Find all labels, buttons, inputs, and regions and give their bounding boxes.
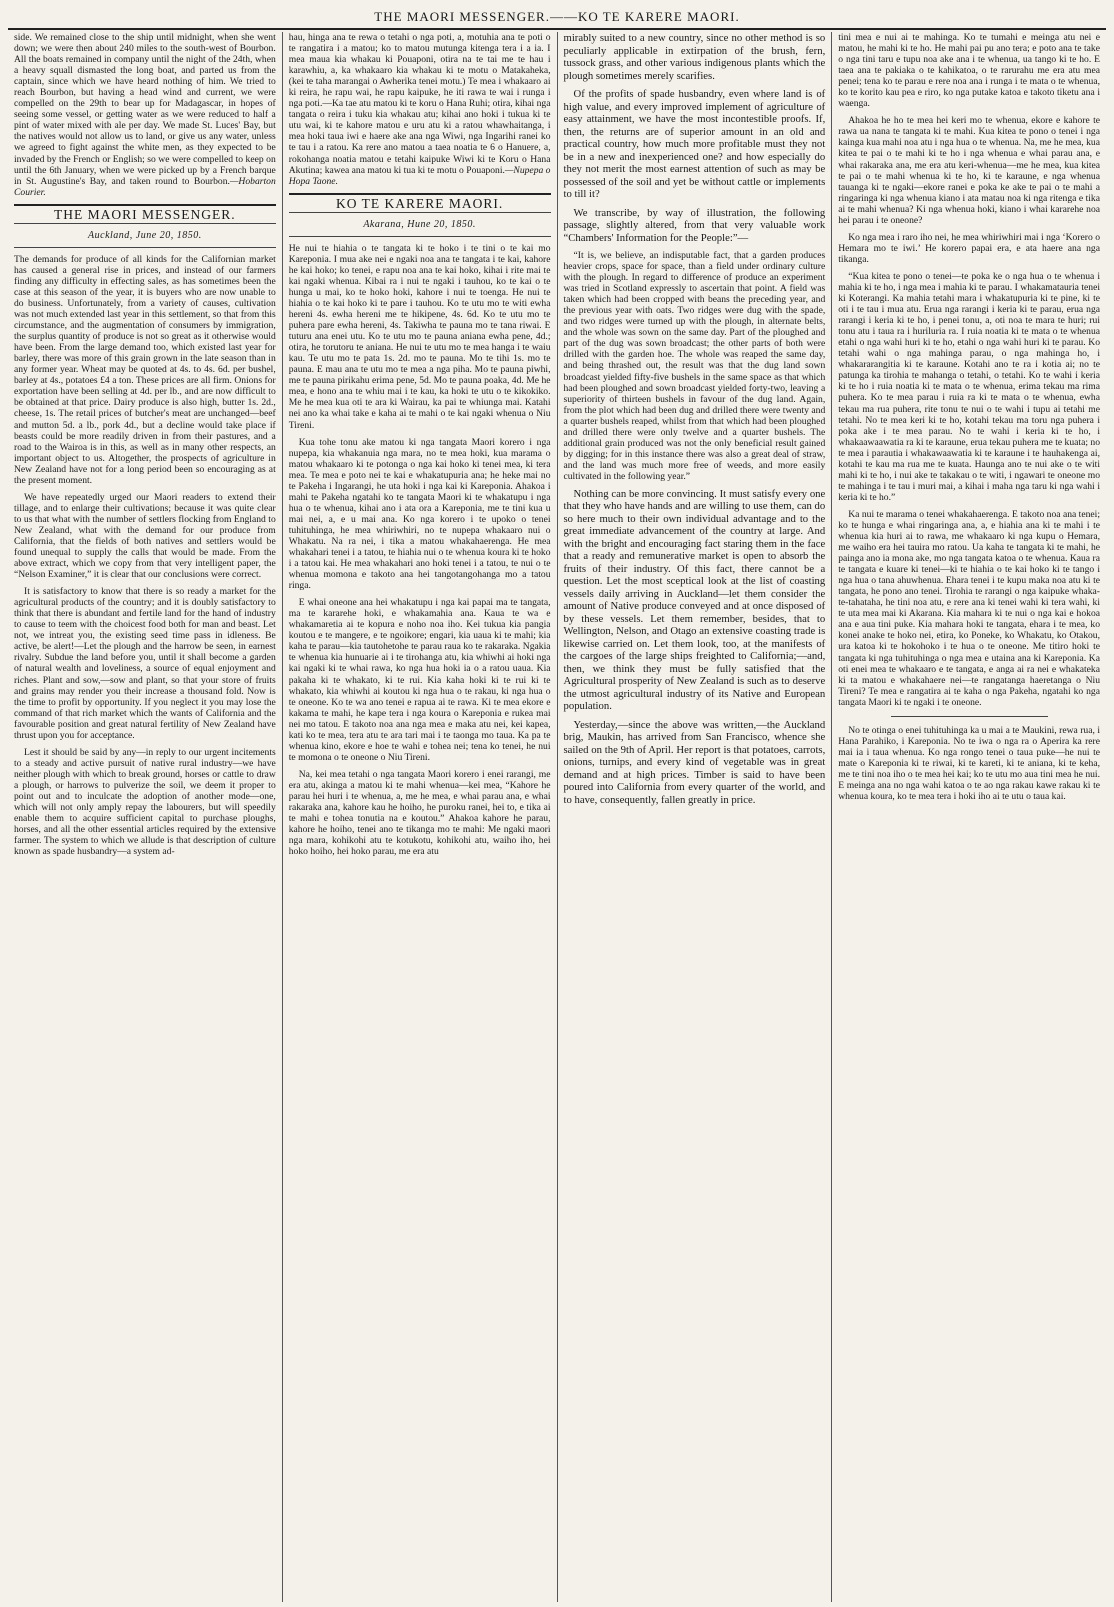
- quoted-extract: “Kua kitea te pono o tenei—te poka ke o nga hua o te whenua i mahia ki te ho, i nga mea i mahia ki te parau. I whakamatauria tenei ki Koterangi. Ka mahia tetahi mara i whakatupuria ki te pine, ki te oti i te tau i mua atu. Erua nga rarangi i keria ki te parau, erua nga rarangi i keria ki te ho, i penei tonu, a, oti noa te mara te huri; rui tonu atu i taua ra i huriluria ra. I ruia noatia ki te mata o te whenua etahi o nga wahi huri ki te ho, etahi o nga wahi huri ki te parau. Ko tetahi wahi o nga mahinga parau, o nga mahinga ho, i whakararangitia ki te karaune. Kotahi ano te ra i kotia ai; no te patunga ka tirohia te mahanga o tetahi, o tetahi. Ko te wahi i keria ki te ho i ruia noatia ki te mata o te whenua, erima tekau ma rima puhera. Ko te mea parau i ruia ra ki te mata o te whenua, ewha tekau ma rua puhera, rite tonu te nui o te wahi i tupu ai tetahi me tetahi. No te mea keri ki te ho, kotahi tekau ma toru nga puhera i poka ake i te mea parau. No te wahi i keria ki te ho, i whakaawaawatia ra ki te karaune, erua tekau puhera me te kuata; no te mea i parautia i whakawaawatia ki te karaune i te hauhakenga ai, kotahi te kau ma rua me te kuata. Haunga ano te nui ake o te witi mahi ki te ho, i nui ake te takakau o te witi, i ngawari te oneone mo te mahinga i te tau i muri mai, a kihai i maha nga taru ki nga wahi i keria ki te ho.”: [838, 270, 1100, 503]
- article-text: hau, hinga ana te rewa o tetahi o nga poti, a, motuhia ana te poti o te rangatira i a matou; ko to matou mutunga kitenga tera i a ia. I mea maua kia whakau ki Pouaponi, otira na te tai me te hau i karawhiu, a, ka whakaaro kia whakau ki te motu o Matakaheka, (kei te taha marangai o Awherika tenei motu.) Te mea i whakaaro ai ki reira, he rapu wai, he rapu kaipuke, he iti rawa te wai i runga i nga poti.—Ka tae atu matou ki te koru o Hana Ruhi; otira, kihai nga tangata o reira i tuku kia whakau atu; kihai ano hoki i tukua ki te utu wai, ki te kahore matou e uru atu ki a ratou whawhaitanga, i mea hoki taua iwi e haere ake ana nga Wiwi, nga Ingarihi ranei ko te tau i a ratou. Ka rere ano matou a taea noatia te 6 o Hanuere, a, rokohanga noatia matou e tetahi kaipuke Wiwi ki te Koru o Hana Akutina; kawea ana matou ki tua ki te motu o Pouaponi.: [288, 32, 551, 176]
- column-3: [557, 32, 832, 1602]
- paragraph: tini mea e nui ai te mahinga. Ko te tumahi e meinga atu nei e matou, he mahi ki te ho. He mahi pai pu ano tera; e poto ana te take o nga tini taru e tupu noa ake ana i te whenua, ua tango ki te ho. E taea ana te pakiaka o te kahikatoa, o te rarurahu me era atu mea penei; tena ko te parau e rere noa ana i runga i te mata o te whenua, ko te korito kau pea e riro, ko nga putake katoa e takoto tiketu ana i waenga.: [838, 32, 1100, 110]
- paragraph: Nothing can be more convincing. It must satisfy every one that they who have hands and are willing to use them, can do so here much to their own individual advantage and to the great immediate advancement of the country at large. And with the bright and encouraging fact staring them in the face that a ready and remunerative market is open to absorb the fruits of their industry. Of this fact, there cannot be a question. Let the most sceptical look at the list of coasting vessels daily arriving in Auckland—let them consider the amount of Native produce conveyed and at once disposed of by these vessels. Let them remember, besides, that to Wellington, Nelson, and Otago an extensive coasting trade is likewise carried on. Let them look, too, at the manifests of the cargoes of the large ships freighted to California;—and, then, we think they must be fully satisfied that the Agricultural prosperity of New Zealand is such as to deserve the utmost agricultural industry of its Native and European population.: [563, 487, 826, 713]
- article-continuation: [289, 32, 551, 187]
- paragraph: Na, kei mea tetahi o nga tangata Maori korero i enei rarangi, me era atu, akinga a matou ki te mahi whenua—kei mea, “Kahore he parau hei huri i te whenua, a, me he mea, e whai parau ana, e whai rakaraka ana, kahore kau he hoiho, he puroku ranei, hei to, e tika ai te mahi e tohea tonutia na e koutou.” Ahakoa kahore he parau, kahore he hoiho, tenei ano te tikanga mo te mahi: Me ngaki maori nga mara, kohikohi atu te kotukotu, kohikohi atu, waiho iho, hei hoko hoiho, hei hoko parau, me era atu: [288, 768, 551, 858]
- separator-rule: [891, 716, 1048, 717]
- heading-rule: [14, 223, 276, 224]
- running-head: THE MAORI MESSENGER.——KO TE KARERE MAORI.: [8, 6, 1106, 30]
- paragraph: No te otinga o enei tuhituhinga ka u mai a te Maukini, rewa rua, i Hana Parahiko, i Kareponia. No te iwa o nga ra o Aperira ka rere mai ia i taua whenua. Ko nga rongo tenei o taua puke—he nui te mate o Kareponia ki te riwai, ki te kareti, ki te aniana, ki te keha, me te tini noa iho o te mea hei kai; ko te utu mo aua tini mea he nui. E meinga ana no nga wahi katoa o te ao nga rakau kawe rakau ki te whenua koura, ko te mea tera i hoki iho ai te utu o taua kai.: [838, 724, 1100, 803]
- quoted-extract: “It is, we believe, an indisputable fact, that a garden produces heavier crops, space for space, than a field under ordinary culture with the plough. In regard to difference of produce an experiment was tried in Scotland expressly to ascertain that point. A field was taken which had been cropped with beans the preceding year, and the previous year with oats. Two ridges were dug with the spade, and two ridges were turned up with the plough, in alternate belts, and the whole was sown on the same day. Part of the ploughed and part of the dug was sown broadcast; the other parts of both were drilled with the garden hoe. The whole was reaped the same day, and being thrashed out, the result was that the dug land sown broadcast yielded fifty-five bushels in the same space as that which had been ploughed and sown broadcast yielded forty-two, leaving a superiority of thirteen bushels in favour of the dug land. Again, from the plot which had been dug and drilled there were twenty and a quarter bushels reaped, whilst from that which had been ploughed and drilled there were only twelve and a quarter bushels. The additional grain produced was not the only beneficial result gained by digging; for in this instance there was also a great deal of straw, and the land was much more free of weeds, and more easily cultivated in the following year.”: [563, 250, 826, 482]
- paragraph: Of the profits of spade husbandry, even where land is of high value, and every improved implement of agriculture of easy attainment, we have the most incontestible proofs. If, then, the returns are of superior amount in an old and practical country, how much more profitable must they not be in a new and inexperienced one? and how especially do they not merit the most earnest attention of such as may be possessed of the soil and yet be without cattle or implements to till it?: [563, 88, 826, 200]
- paragraph: mirably suited to a new country, since no other method is so peculiarly applicable in extirpation of the brush, fern, tussock grass, and other various indigenous plants which the plough sometimes merely scarifies.: [563, 32, 826, 82]
- section-rule: [14, 204, 276, 206]
- paragraph: Ko nga mea i raro iho nei, he mea whiriwhiri mai i nga ‘Korero o Hemara mo te iwi.’ He korero papai era, e ata haere ana nga tikanga.: [838, 231, 1100, 265]
- columns: [8, 32, 1106, 1602]
- column-1: [8, 32, 282, 1602]
- dateline: Akarana, Hune 20, 1850.: [363, 218, 476, 230]
- dateline: Auckland, June 20, 1850.: [88, 229, 202, 241]
- paragraph: Yesterday,—since the above was written,—the Auckland brig, Maukin, has arrived from San Francisco, whence she sailed on the 9th of April. Her report is that potatoes, carrots, onions, turnips, and every kind of vegetable was in great demand and at high prices. Timber is said to have been poured into California from every quarter of the world, and to have, consequently, fallen greatly in price.: [563, 718, 826, 806]
- paragraph: E whai oneone ana hei whakatupu i nga kai papai ma te tangata, ma te kararehe hoki, e whakamahia ana. Kaua te wa e whakamaretia ai te kopura e noho noa iho. Kei tukua kia pangia koutou e te mangere, e te ngoikore; engari, kia uaua ki te mahi; kia kaha te parau—kia tautohetohe te parau raua ko te rakaraka. Ngakia te whenua kia hunuarie ai i te tirohanga atu, kia whiwhi ai hoki nga kai ngaki ki te whai rawa, ko nga hua hoki ia o a ratou uaua. Kia pakaha ki te whakato, ki te rui. Kia kaha hoki ki te rui ki te whakato, kia whiwhi ai koutou ki nga hua o te rakau, ki nga hua o te oneone. Ko te wa ano tenei e rapua ai te rawa. Ki te mea ekore e kakama te mahi, he kape tera i nga koura o Kareponia e rukea mai nei mo tatou. E takoto noa ana nga mea e maka atu nei, kei kapea, kati ko te mea, tera atu te ara tari mai i te taonga mo taua. Ka pa te whenua kino, ekore e hoe te wahi e tohea nei; tena ko tenei, he nui te momona o te oneone o Niu Tireni.: [288, 597, 551, 763]
- article-text: side. We remained close to the ship until midnight, when she went down; we were then about 240 miles to the south-west of Bourbon. All the boats remained in company until the night of the 24th, when a heavy squall dismasted the long boat, and parted us from the captain, since which we have heard nothing of him. We tried to reach Bourbon, but having a head wind and current, we were compelled on the 29th to bear up for Madagascar, in hopes of seeing some vessel, or getting water as we were reduced to half a pint of water mixed with ale per day. We made St. Luces' Bay, but the natives would not allow us to land, or give us any water, unless we agreed to fight against the white men, as they expected to be invaded by the French or English; so we were compelled to keep on until the 6th January, when we were picked up by a French barque in St. Augustine's Bay, and taken round to Bourbon.: [14, 32, 276, 187]
- paragraph: We have repeatedly urged our Maori readers to extend their tillage, and to enlarge their cultivations; because it was quite clear to us that what with the number of settlers flocking from England to New Zealand, what with the demand for our produce from California, that the fields of both natives and settlers would be found unequal to supply the calls that would be made. From the above extract, which we copy from that very intelligent paper, the “Nelson Examiner,” it is clear that our conclusions were correct.: [14, 491, 276, 581]
- paragraph: He nui te hiahia o te tangata ki te hoko i te tini o te kai mo Kareponia. I mua ake nei e ngaki noa ana te tangata i te kai, kahore he kai hoko; ko tenei, e rapu noa ana te kai hoko, kihai i rite mai te kai ngaki whenua. Kibai ra i nui te ngaki i tauhou, ko te kai o te hunga u mai, ko te hoko hoki, kahore i nui te toenga. He nui te hiahia o te kai hoko ki te pare i tauhou. Ko te utu mo te witi ewha hereni 4s. ewha hereni me te hikipene, 4s. 6d. Ko te utu mo te puhera pare ewha hereni, 4s. Takiwha te pauna mo te tana riwai. E tuturu ana enei utu. Ko te utu mo te pauna aniana ewha pene, 4d.; otira, he torutoru te aniana. He nui te utu mo te mea hanga i te waiu kau. Te utu mo te pata 1s. 2d. mo te pauna. Mo te tihi 1s. mo te pauna. E mau ana te utu mo te mea a nga piha. Mo te pauna piwhi, me te pauna pirikahu erima pene, 5d. Mo te pauna poaka, 4d. Me he mea, e hono ana te whiu mai i te kau, ka hoki te utu o te kikokiko. Me he mea kua oti te ara ki Wairau, ka pai te whiunga mai. Katahi nei ano ka whai take e kaha ai te mahi o te kai ngaki whenua o Niu Tireni.: [288, 242, 551, 431]
- section-heading: THE MAORI MESSENGER.: [54, 206, 236, 222]
- article-continuation: [14, 32, 276, 198]
- column-2: [282, 32, 557, 1602]
- column-4: [831, 32, 1106, 1602]
- paragraph: Ahakoa he ho te mea hei keri mo te whenua, ekore e kahore te rawa ua nana te tangata ki te mahi. Kua kitea te pono o tenei i nga kainga kua mahi noa atu i nga hua o te whenua. Na, me he mea, kua kitea te pai o te mahi ki te ho i nga whenua e whai parau ana, e whai rakaraka ana, me era atu keri-whenua—me he mea, kua kitea te pai o te mahi whenua ki te ho, ki te karaune, e nga whenua tauanga ki te ngaki—ekore ranei e poka ke ake te pai o te mahi a ringaringa ki nga whenua kiano i ata matau noa ki nga ritenga e tika ai te mahi whenua? Ki nga whenua hoki, kiano i whai kararehe noa hei parau i te oneone?: [838, 115, 1100, 226]
- paragraph: Lest it should be said by any—in reply to our urgent incitements to a steady and active pursuit of native rural industry—we have neither plough with which to break ground, horses or cattle to draw a plough, or harrows to pulverize the soil, we deem it proper to point out and to inculcate the adoption of another mode—one, which will not only amply repay the labourers, but will speedily enable them to acquire sufficient capital to purchase ploughs, horses, and all the other essential articles required by the extensive farmer. The system to which we allude is that description of culture known as spade husbandry—a system ad-: [14, 746, 276, 858]
- article-source: —Nupepa o Hopa Taone.: [288, 164, 551, 187]
- heading-rule: [289, 212, 551, 213]
- article-source: —Hobarton Courier.: [14, 175, 276, 198]
- section-heading: KO TE KARERE MAORI.: [336, 195, 504, 211]
- paragraph: The demands for produce of all kinds for the Californian market has caused a general rise in prices, and instead of our farmers finding any difficulty in effecting sales, as has sometimes been the case at this season of the year, it is buyers who are now unable to do business. Unfortunately, from a variety of causes, cultivation was not much extended last year in this settlement, so that from this circumstance, and the augmentation of consumers by immigration, the surplus quantity of produce is not so great as it otherwise would have been. From the large demand too, which existed last year for barley, there was more of this grain grown in the late season than in any former year. Wheat may be quoted at 4s. to 4s. 6d. per bushel, barley at 4s., potatoes £4 a ton. These prices are all firm. Onions for exportation have been selling at 4d. per lb., and are now difficult to be obtained at that price. Dairy produce is also high, butter 1s. 2d., cheese, 1s. The retail prices of butcher's meat are unchanged—beef and mutton 5d. a lb., pork 4d., but a decline would take place if beasts could be more readily driven in from their pastures, and a road to the Wairoa is in this, as well as in many other respects, an important object to us. Altogether, the prospects of agriculture in New Zealand have not for a long period been so encouraging as at the present moment.: [14, 253, 276, 486]
- section-rule: [289, 193, 551, 195]
- paragraph: Kua tohe tonu ake matou ki nga tangata Maori korero i nga nupepa, kia whakanuia nga mara, no te mea hoki, kua marama o matou whakaaro ki te potonga o nga kai hoko ki tenei mea, ki tera mea. Te mea e poto nei te kai e whakatupuria ana; he heke mai no te Pakeha i Ingarangi, he uta hoki i nga kai ki Kareponia. Ahakoa i mahi te Pakeha ngatahi ko te tangata Maori ki te whakatupu i nga hua o te whenua, kihai ano i ata ora a Kareponia, me te tini kua u mai nei, a, e u mai ana. Ko nga korero i te upoko o tenei tuhituhinga, he mea whiriwhiri, no te nupepa whakaaro nui o Whakatu. Na ra nei, i tika a matou whakahaerenga. He mea whakahari tenei i a tatou, te hiahia nui o te whenua koura ki te hoko i a tatou kai. He mea whakahari ano hoki tenei i a tatou, te nui o te whenua momona e takoto ana hei tangotangohanga mo a tatou ringa.: [288, 436, 551, 592]
- dateline-rule: [289, 236, 551, 237]
- paragraph: We transcribe, by way of illustration, the following passage, slightly altered, from that very valuable work “Chambers' Information for the People:”—: [563, 206, 826, 244]
- paragraph: It is satisfactory to know that there is so ready a market for the agricultural products of the country; and it is doubly satisfactory to think that there is abundant and fertile land for the hand of industry to cause to teem with the choicest food both for man and beast. Let not, we intreat you, the existing seed time pass in idleness. Be active, be alert!—Let the plough and the harrow be seen, in earnest rivalry. Subdue the land before you, until it shall become a garden of natural wealth and loveliness, a source of equal enjoyment and riches. Plant and sow,—sow and plant, so that your store of fruits and grains may render you their increase a thousand fold. Now is the time to profit by opportunity. If you neglect it you may lose the command of that rich market which the wants of California and the favourable position and great natural fertility of New Zealand have thrust upon you for acceptance.: [14, 586, 276, 741]
- dateline-rule: [14, 247, 276, 248]
- paragraph: Ka nui te marama o tenei whakahaerenga. E takoto noa ana tenei; ko te hunga e whai ringaringa ana, a, e hiahia ana ki te mahi i te whenua kia huri ai to rawa, me whakaaro ki nga kupu o Hemara, me waiho era hei tauira mo ratou. Ua kaha te tangata ki te mahi, he painga ano ia mona ake, mo nga tangata katoa o te whenua. Kaua ra te tangata e kuare ki tenei—ki te hiahia o te kai hoko ki te tango i nga hua o tana ahuwhenua. Ehara tenei i te kupu maka noa atu ki te tangata, he pono ano tenei. Tirohia te rarangi o nga kaipuke whaka-te-tahataha, he tini noa atu, e rere ana ki tenei wahi ki tera wahi, ki te uta mea mai ki Akarana. Kia mahara ki te nui o nga kai e hokoa ana e aua tini puke. Kia mahara hoki te tangata, ehara i te mea, ko konei anake te hoko nei, etira, ko Poneke, ko Whakatu, ko Otakou, ura katoa ki te hokohoko i te hua o te oneone. Me titiro hoki te tangata ki nga tuhituhinga o nga mea e utaina ana ki Kareponia. Ka oti enei mea te whakaaro e te tangata, e anga ai ra nei e whakateka ki ta matou e whakahaere nei—te rangatanga haeretanga o Niu Tireni? Te mea e rangatira ai te kaha o nga Pakeha, ngatahi ko nga tangata Maori ki te ngaki i te oneone.: [838, 508, 1100, 708]
